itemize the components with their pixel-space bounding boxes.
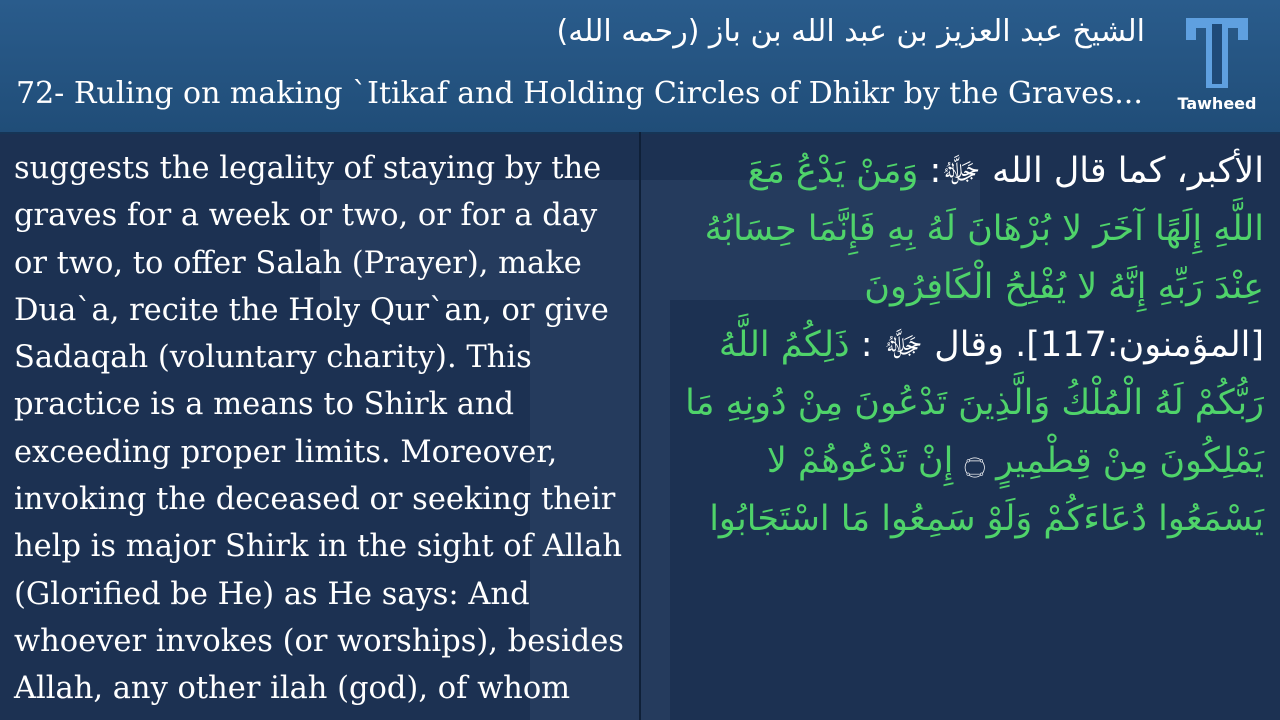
tawheed-t-icon — [1172, 14, 1262, 94]
quran-verse-text: إِنْ تَدْعُوهُمْ لا — [766, 441, 954, 481]
arabic-plain-text: [المؤمنون:117]. وقال ﷻ : — [849, 325, 1264, 365]
quran-verse-line: رَبُّكُمْ لَهُ الْمُلْكُ وَالَّذِينَ تَدْعُونَ مِنْ دُونِهِ مَا — [685, 383, 1264, 423]
arabic-line — [654, 432, 1264, 490]
quran-verse-text: وَمَنْ يَدْعُ مَعَ — [747, 151, 919, 191]
english-line: whoever invokes (or worships), besides — [14, 623, 624, 659]
tawheed-logo — [1172, 14, 1262, 120]
english-line: practice is a means to Shirk and — [14, 387, 515, 423]
quran-verse-text: يَمْلِكُونَ مِنْ قِطْمِيرٍ — [996, 441, 1264, 481]
scholar-name: الشيخ عبد العزيز بن عبد الله بن باز (رحمه الله) — [556, 14, 1145, 49]
english-line: (Glorified be He) as He says: And — [14, 576, 530, 612]
english-line: Sadaqah (voluntary charity). This — [14, 340, 532, 376]
video-header — [0, 0, 1280, 134]
arabic-line — [654, 316, 1264, 374]
arabic-line — [654, 142, 1264, 200]
arabic-text — [654, 142, 1264, 548]
english-line: help is major Shirk in the sight of Allah — [14, 529, 622, 565]
english-translation-panel — [0, 132, 640, 720]
quran-verse-line: يَسْمَعُوا دُعَاءَكُمْ وَلَوْ سَمِعُوا مَا اسْتَجَابُوا — [709, 499, 1264, 539]
quran-verse-text: ذَلِكُمُ اللَّهُ — [718, 325, 850, 365]
quran-verse-line: عِنْدَ رَبِّهِ إِنَّهُ لا يُفْلِحُ الْكَافِرُونَ — [864, 267, 1264, 307]
english-line: exceeding proper limits. Moreover, — [14, 434, 558, 470]
video-title: 72- Ruling on making `Itikaf and Holding Circles of Dhikr by the Graves... — [16, 76, 1143, 111]
english-line: or two, to offer Salah (Prayer), make — [14, 245, 582, 281]
english-line: graves for a week or two, or for a day — [14, 198, 598, 234]
arabic-plain-text: الأكبر، كما قال الله ﷻ: — [918, 151, 1264, 191]
english-line: suggests the legality of staying by the — [14, 151, 602, 186]
english-line: invoking the deceased or seeking their — [14, 482, 616, 518]
arabic-text-panel — [641, 132, 1280, 720]
english-text — [14, 145, 634, 713]
english-line: Dua`a, recite the Holy Qur`an, or give — [14, 292, 609, 328]
quran-verse-line: اللَّهِ إِلَهًا آخَرَ لا بُرْهَانَ لَهُ بِهِ فَإِنَّمَا حِسَابُهُ — [704, 209, 1264, 249]
verse-end-icon: ۝ — [964, 441, 985, 481]
english-line: Allah, any other ilah (god), of whom — [14, 671, 571, 707]
logo-label: Tawheed — [1177, 94, 1257, 113]
